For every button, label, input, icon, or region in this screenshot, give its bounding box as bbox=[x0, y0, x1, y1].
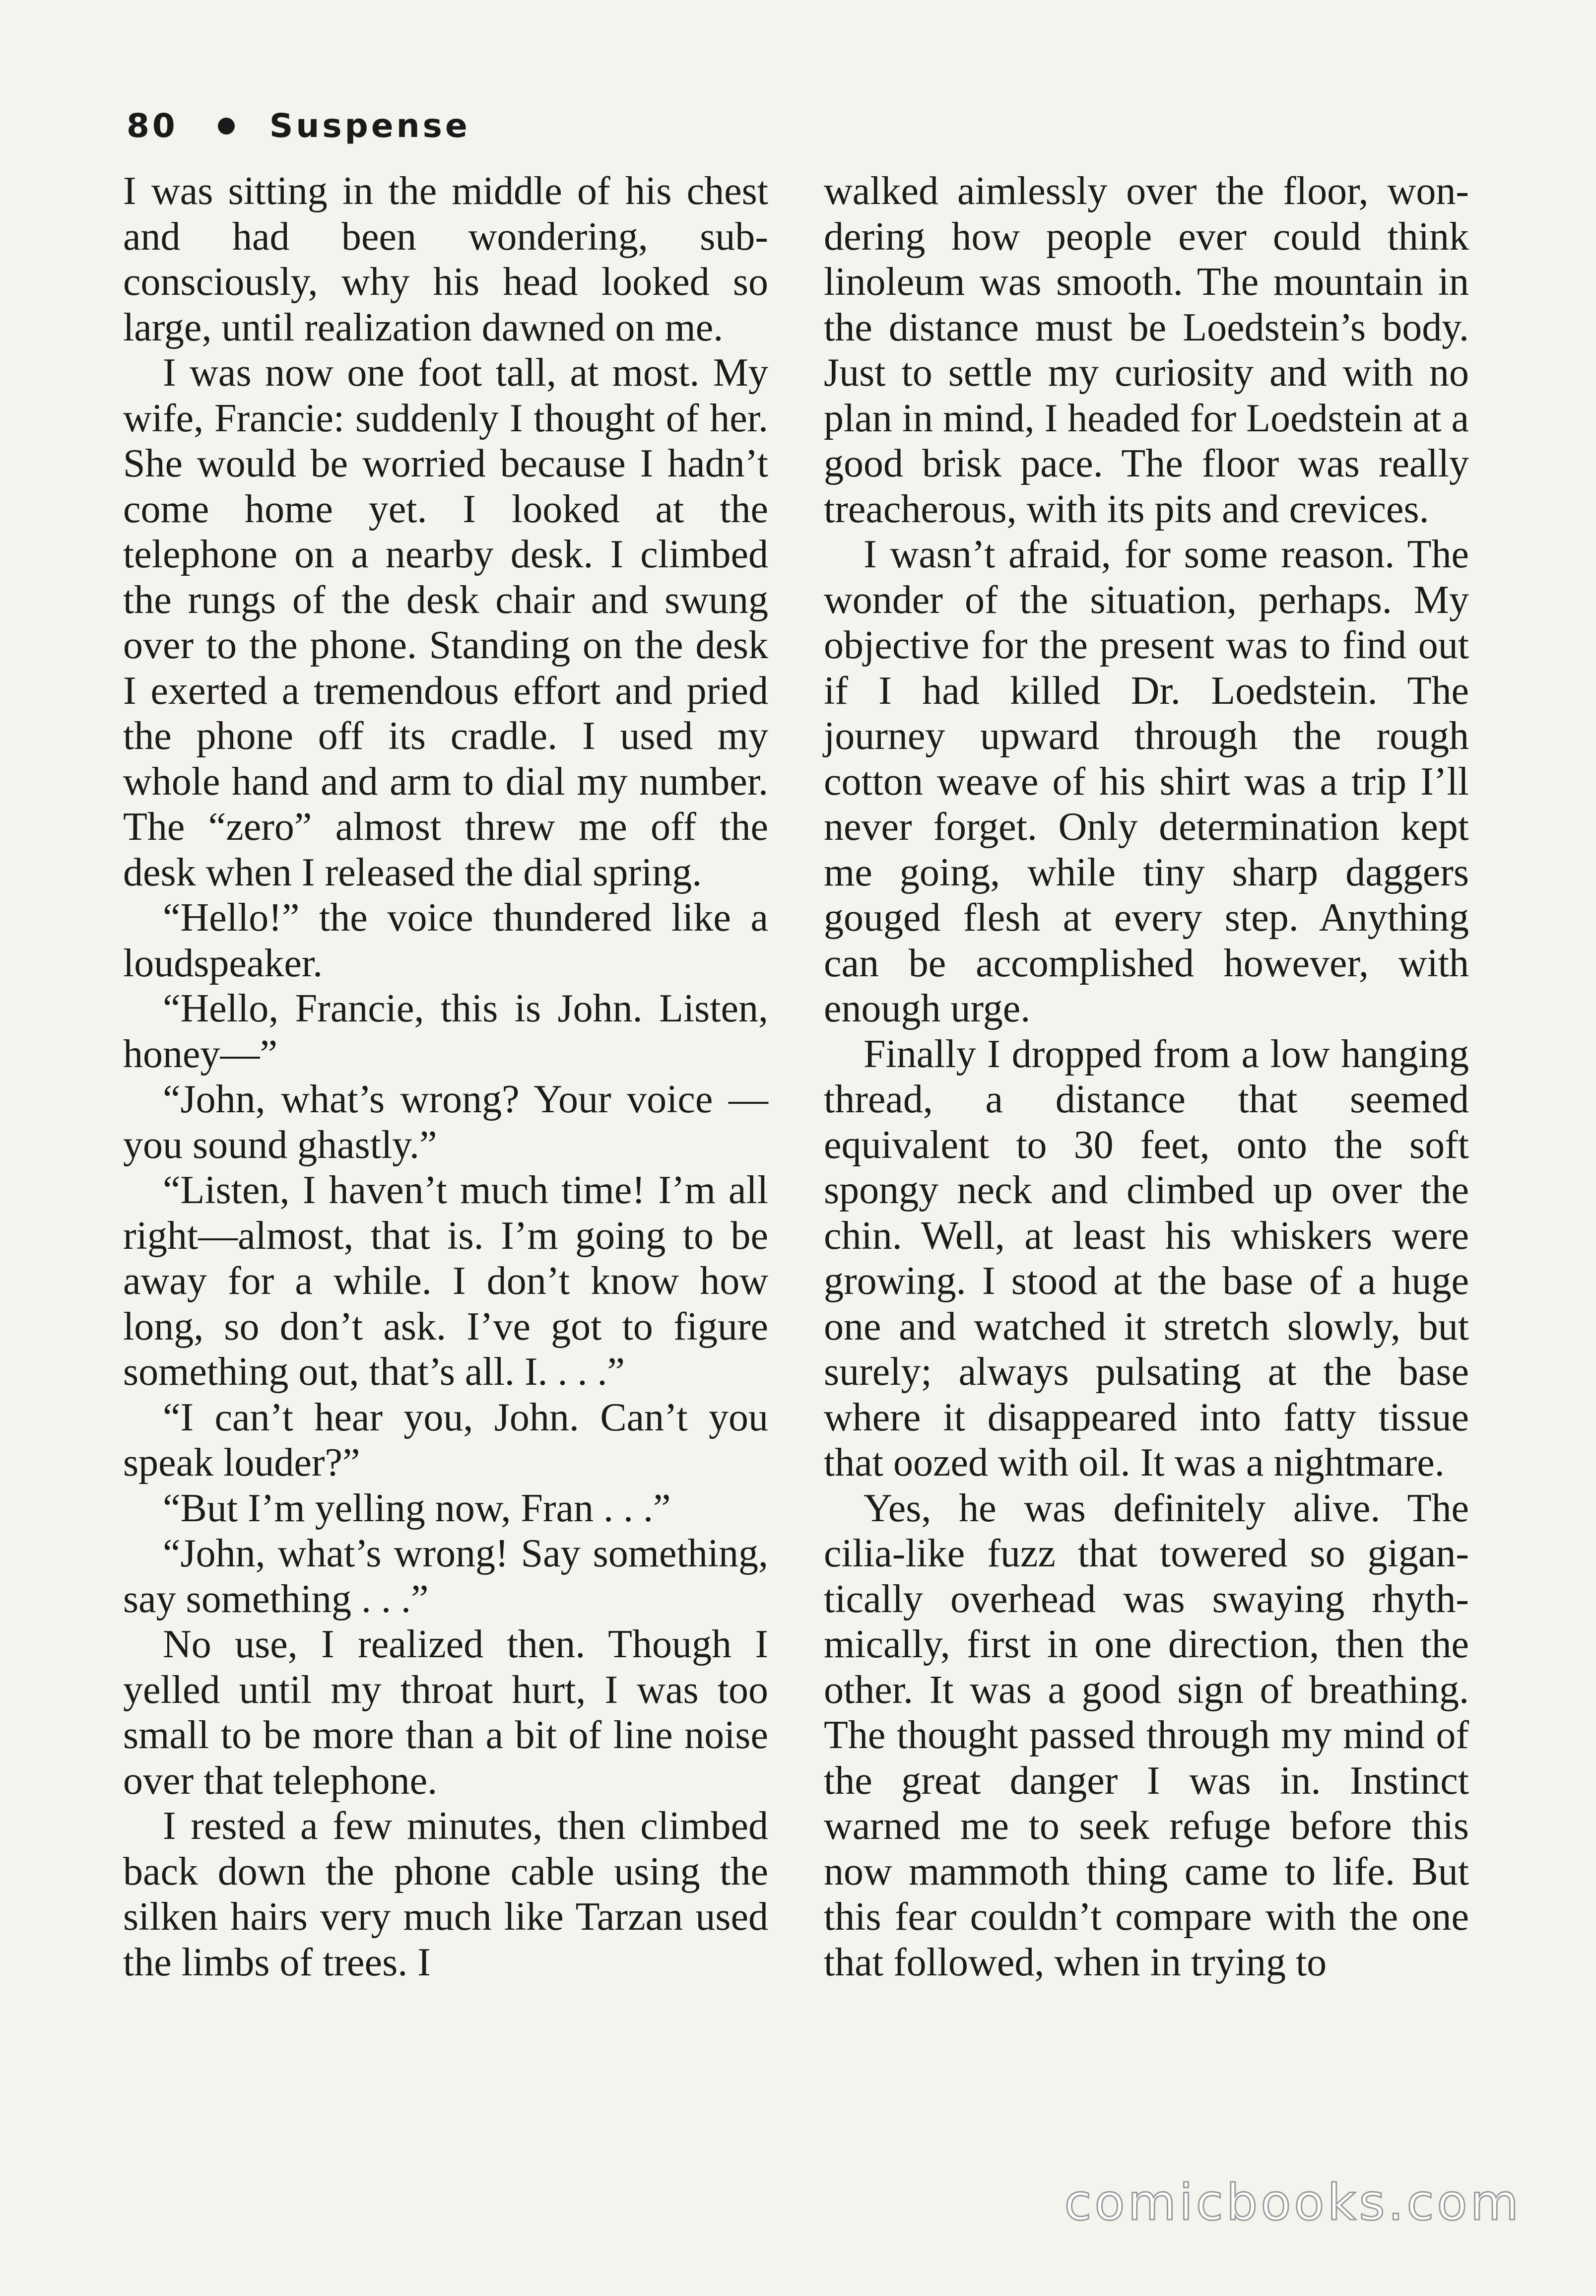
paragraph: “John, what’s wrong? Your voice —you sound ghastly.” bbox=[123, 1078, 768, 1167]
paragraph: “But I’m yelling now, Fran . . .” bbox=[163, 1486, 671, 1530]
page-number: 80 bbox=[127, 107, 178, 145]
left-text-column bbox=[123, 169, 768, 1985]
paragraph: No use, I realized then. Though I yelled until my throat hurt, I was too small to be more than a bit of line noise over that telephone. bbox=[123, 1622, 768, 1803]
site-watermark: comicbooks.com bbox=[1064, 2173, 1522, 2231]
paragraph: I wasn’t afraid, for some reason. The wonder of the situation, perhaps. My objective for the present was to find out if I had killed Dr. Loedstein. The journey upward through the rough cotton weave of his shirt was a trip I’ll never forget. Only determination kept me going, while tiny sharp daggers gouged flesh at every step. Anything can be accomplished however, with enough urge. bbox=[824, 533, 1469, 1030]
paragraph: “John, what’s wrong! Say something, say something . . .” bbox=[123, 1532, 768, 1621]
paragraph: I rested a few minutes, then climbed back down the phone cable using the silken hairs very much like Tarzan used the limbs of trees. I bbox=[123, 1804, 768, 1984]
paragraph: “Hello, Francie, this is John. Listen, honey—” bbox=[123, 987, 768, 1076]
right-text-column bbox=[824, 169, 1469, 1985]
paragraph: Finally I dropped from a low hanging thread, a distance that seemed equivalent to 30 feet, onto the soft spongy neck and climbed up over the chin. Well, at least his whiskers were growing. I stood at the base of a huge one and watched it stretch slowly, but surely; always pulsating at the base where it disappeared into fatty tissue that oozed with oil. It was a nightmare. bbox=[824, 1032, 1469, 1485]
paragraph: “I can’t hear you, John. Can’t you speak louder?” bbox=[123, 1395, 768, 1485]
magazine-title: Suspense bbox=[269, 107, 470, 145]
paragraph: walked aimlessly over the floor, wondering how people ever could think linoleum was smooth. The mountain in the distance must be Loedstein’s body. Just to settle my curiosity and with no plan in mind, I headed for Loedstein at a good brisk pace. The floor was really treacherous, with its pits and crevices. bbox=[824, 169, 1469, 531]
paragraph: Yes, he was definitely alive. The cilia-like fuzz that towered so gigantically overhead was swaying rhythmically, first in one direction, then the other. It was a good sign of breathing. The thought passed through my mind of the great danger I was in. Instinct warned me to seek refuge before this now mammoth thing came to life. But this fear couldn’t compare with the one that followed, when in trying to bbox=[824, 1486, 1469, 1984]
bullet-separator bbox=[218, 118, 235, 135]
paragraph: “Listen, I haven’t much time! I’m all right—almost, that is. I’m going to be away for a while. I don’t know how long, so don’t ask. I’ve got to figure something out, that’s all. I. . . .” bbox=[123, 1168, 768, 1394]
paragraph: I was now one foot tall, at most. My wife, Francie: suddenly I thought of her. She would be worried because I hadn’t come home yet. I looked at the telephone on a nearby desk. I climbed the rungs of the desk chair and swung over to the phone. Standing on the desk I exerted a tremendous effort and pried the phone off its cradle. I used my whole hand and arm to dial my number. The “zero” almost threw me off the desk when I released the dial spring. bbox=[123, 351, 768, 894]
running-head bbox=[127, 107, 470, 145]
paragraph: “Hello!” the voice thundered like a loudspeaker. bbox=[123, 896, 768, 985]
paragraph: I was sitting in the middle of his chest and had been wondering, subconsciously, why his head looked so large, until realization dawned on me. bbox=[123, 169, 768, 349]
